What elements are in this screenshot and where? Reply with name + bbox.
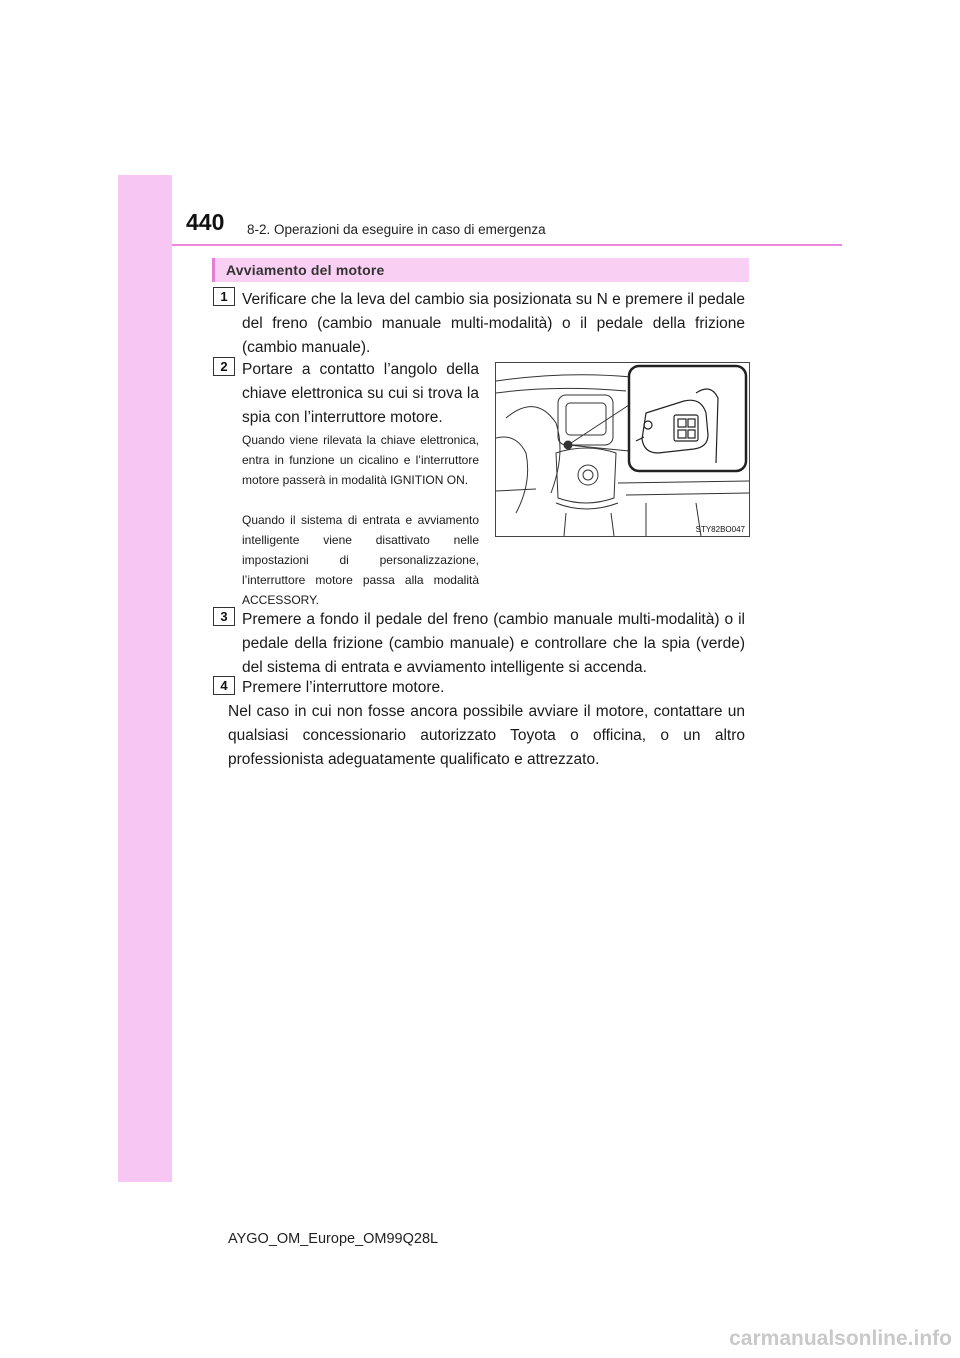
step-text-3: Premere a fondo il pedale del freno (cambio manuale multi-modalità) o il pedale della frizione (cambio manuale) e controllare che la spia (verde) del sistema di entrata e avviamento intelligente si accenda. [242, 611, 745, 676]
step-number-1: 1 [213, 287, 235, 306]
dashboard-illustration [496, 363, 749, 536]
section-title: 8-2. Operazioni da eseguire in caso di emergenza [247, 222, 546, 237]
closing-paragraph: Nel caso in cui non fosse ancora possibile avviare il motore, contattare un qualsiasi concessionario autorizzato Toyota o officina, o un altro professionista adeguatamente qualificato e attrezzato. [228, 703, 745, 768]
step-text-2: Portare a contatto l’angolo della chiave elettronica su cui si trova la spia con l’interruttore motore. [242, 361, 479, 426]
note-system-disabled: Quando il sistema di entrata e avviamento intelligente viene disattivato nelle impostazioni di personalizzazione, l’interruttore motore passa alla modalità ACCESSORY. [242, 513, 479, 607]
figure-code: STY82BO047 [695, 525, 745, 534]
page-number: 440 [186, 209, 225, 235]
header-rule [172, 244, 842, 246]
step-number-2: 2 [213, 357, 235, 376]
note-key-detected: Quando viene rilevata la chiave elettronica, entra in funzione un cicalino e l’interruttore motore passerà in modalità IGNITION ON. [242, 433, 479, 487]
step-number-3: 3 [213, 607, 235, 626]
step-text-4: Premere l’interruttore motore. [242, 679, 445, 696]
figure-engine-switch-key [495, 362, 750, 537]
side-tab-band [118, 175, 172, 1182]
site-watermark: carmanualsonline.info [729, 1327, 952, 1350]
step-text-1: Verificare che la leva del cambio sia posizionata su N e premere il pedale del freno (cambio manuale multi-modalità) o il pedale della frizione (cambio manuale). [242, 291, 745, 356]
section-heading: Avviamento del motore [212, 258, 749, 282]
footer-document-id: AYGO_OM_Europe_OM99Q28L [228, 1231, 439, 1247]
step-number-4: 4 [213, 676, 235, 695]
